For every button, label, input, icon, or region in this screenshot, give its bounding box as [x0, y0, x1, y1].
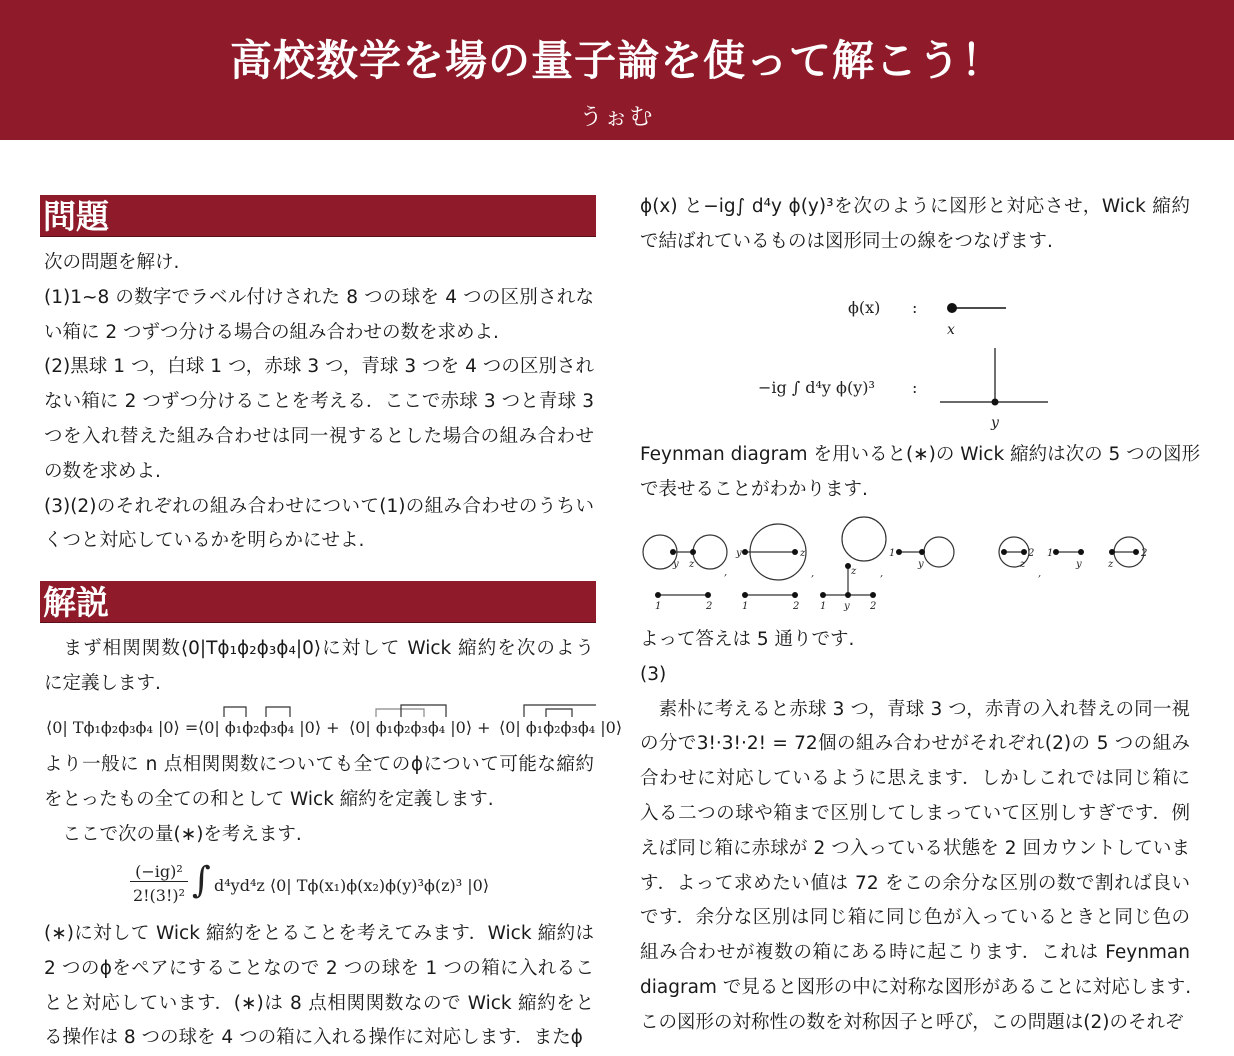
svg-text:,: ,	[1038, 568, 1042, 579]
feynman-diagram-intro	[640, 438, 1201, 508]
poster-header	[0, 0, 1234, 140]
text-line: Feynman diagram を用いると(∗)の Wick 縮約は次の 5 つの図形	[640, 444, 1201, 465]
svg-text:,: ,	[880, 568, 884, 579]
svg-text:z: z	[851, 566, 857, 577]
svg-text:1: 1	[742, 601, 749, 612]
svg-text:,: ,	[724, 567, 728, 578]
text-line: くつと対応しているかを明らかにせよ.	[44, 530, 365, 552]
text-line: つを入れ替えた組み合わせは同一視するとした場合の組み合わせ	[44, 425, 594, 447]
text-line: この図形の対称性の数を対称因子と呼び，この問題は(2)のそれぞ	[640, 1011, 1184, 1033]
svg-text:2: 2	[793, 601, 800, 612]
text-line: の数を求めよ.	[44, 460, 161, 482]
text-line: よって答えは 5 通りです.	[640, 629, 855, 650]
text-line: diagram で見ると図形の中に対称な図形があることに対応します.	[640, 976, 1192, 998]
text-line: ϕ(x) と−ig∫ d⁴y ϕ(y)³を次のように図形と対応させ，Wick 縮約	[640, 196, 1190, 217]
svg-text:z: z	[1020, 559, 1026, 570]
text-line: (∗)に対して Wick 縮約をとることを考えてみます．Wick 縮約は	[44, 923, 594, 944]
rule-colon: :	[912, 298, 918, 317]
svg-text:1: 1	[889, 548, 896, 559]
svg-text:z: z	[800, 548, 806, 559]
poster-author: うぉむ	[579, 104, 655, 130]
integral-sign: ∫	[192, 860, 211, 901]
answer-and-part3	[640, 623, 1190, 1041]
feynman-rules	[740, 290, 1070, 430]
feynman-diagrams	[636, 510, 1196, 620]
explanation-wick	[44, 917, 594, 1056]
svg-text:1: 1	[1047, 548, 1054, 559]
text-line: に定義します.	[44, 672, 161, 694]
contraction-brackets	[46, 704, 596, 718]
wick-equation	[46, 704, 623, 744]
text-line: す．よって求めたい値は 72 をこの余分な区別の数で割れば良い	[640, 872, 1190, 894]
svg-text:y: y	[673, 559, 679, 570]
text-line: ない箱に 2 つずつ分けることを考える．ここで赤球 3 つと青球 3	[44, 391, 594, 413]
fraction-denominator: 2!(3!)²	[132, 886, 186, 905]
text-line: る操作は 8 つの球を 4 つの箱に入れる操作に対応します．またϕ	[44, 1027, 583, 1049]
text-line: 素朴に考えると赤球 3 つ，青球 3 つ，赤青の入れ替えの同一視	[640, 698, 1190, 720]
text-line: で表せることがわかります.	[640, 478, 868, 500]
svg-text:2: 2	[706, 601, 713, 612]
text-line: (2)黒球 1 つ，白球 1 つ，赤球 3 つ，青球 3 つを 4 つの区別され	[44, 356, 594, 378]
text-line: い箱に 2 つずつ分ける場合の組み合わせの数を求めよ.	[44, 321, 499, 343]
section-header-problem: 問題	[40, 195, 596, 237]
text-line: より一般に n 点相関関数についても全てのϕについて可能な縮約	[44, 754, 594, 775]
text-line: 組み合わせが複数の箱にある時に起こります．これは Feynman	[640, 942, 1190, 964]
text-line: (1)1~8 の数字でラベル付けされた 8 つの球を 4 つの区別されな	[44, 286, 594, 308]
section-header-explanation: 解説	[40, 581, 596, 623]
svg-text:y: y	[918, 559, 924, 570]
text-line: で結ばれているものは図形同士の線をつなげます.	[640, 230, 1053, 252]
svg-text:2: 2	[1028, 548, 1035, 559]
equation-term-3: ⟨0| ϕ₁ϕ₂ϕ₃ϕ₄ |0⟩	[499, 718, 623, 737]
svg-text:y: y	[991, 415, 999, 430]
poster-title: 高校数学を場の量子論を使って解こう！	[229, 36, 1004, 85]
svg-text:x: x	[947, 322, 955, 338]
svg-text:z: z	[689, 559, 695, 570]
svg-text:z: z	[1108, 559, 1114, 570]
equation-term-2: ⟨0| ϕ₁ϕ₂ϕ₃ϕ₄ |0⟩ +	[349, 718, 491, 737]
vertex-dot	[992, 399, 999, 406]
text-line: 入る二つの球や箱まで区別してしまっていて区別しすぎです．例	[640, 802, 1190, 824]
rule-colon: :	[912, 378, 918, 397]
text-line: をとったもの全ての和として Wick 縮約を定義します.	[44, 788, 494, 810]
svg-text:y: y	[736, 548, 742, 559]
svg-text:1: 1	[655, 601, 662, 612]
fraction-numerator: (−ig)²	[130, 862, 188, 882]
explanation-intro	[44, 632, 594, 702]
text-line: です．余分な区別は同じ箱に同じ色が入っているときと同じ色の	[640, 907, 1190, 929]
svg-text:2: 2	[1141, 548, 1148, 559]
propagator-label: ϕ(x)	[848, 298, 881, 317]
svg-text:1: 1	[820, 601, 827, 612]
svg-text:y: y	[1076, 559, 1082, 570]
rule-diagrams	[740, 290, 1070, 430]
text-line: ここで次の量(∗)を考えます.	[44, 823, 302, 845]
text-line: とと対応しています．(∗)は 8 点相関関数なので Wick 縮約をと	[44, 992, 594, 1014]
text-line: (3)(2)のそれぞれの組み合わせについて(1)の組み合わせのうちい	[44, 495, 594, 517]
explanation-general	[44, 748, 594, 852]
equation-term-1: ⟨0| ϕ₁ϕ₂ϕ₃ϕ₄ |0⟩ +	[198, 718, 340, 737]
text-line: 合わせに対応しているように思えます．しかしこれでは同じ箱に	[640, 768, 1190, 790]
feynman-rules-intro	[640, 190, 1190, 260]
text-line: えば同じ箱に赤球が 2 つ入っている状態を 2 回カウントしていま	[640, 837, 1190, 859]
vertex-label: −ig ∫ d⁴y ϕ(y)³	[758, 378, 875, 397]
problem-text	[44, 246, 594, 559]
svg-text:,: ,	[811, 568, 815, 579]
text-line: (3)	[640, 663, 667, 685]
quantity-equation	[130, 860, 550, 915]
integrand: d⁴yd⁴z ⟨0| Tϕ(x₁)ϕ(x₂)ϕ(y)³ϕ(z)³ |0⟩	[214, 876, 490, 895]
text-line: 次の問題を解け.	[44, 252, 180, 273]
equation-lhs: ⟨0| Tϕ₁ϕ₂ϕ₃ϕ₄ |0⟩ =	[46, 718, 199, 737]
text-line: の分で3!·3!·2! = 72個の組み合わせがそれぞれ(2)の 5 つの組み	[640, 733, 1190, 755]
text-line: まず相関関数⟨0|Tϕ₁ϕ₂ϕ₃ϕ₄|0⟩に対して Wick 縮約を次のよう	[44, 638, 594, 659]
svg-text:2: 2	[870, 601, 877, 612]
svg-text:y: y	[844, 601, 850, 612]
propagator-dot	[947, 303, 957, 313]
text-line: 2 つのϕをペアにすることなので 2 つの球を 1 つの箱に入れるこ	[44, 957, 594, 979]
